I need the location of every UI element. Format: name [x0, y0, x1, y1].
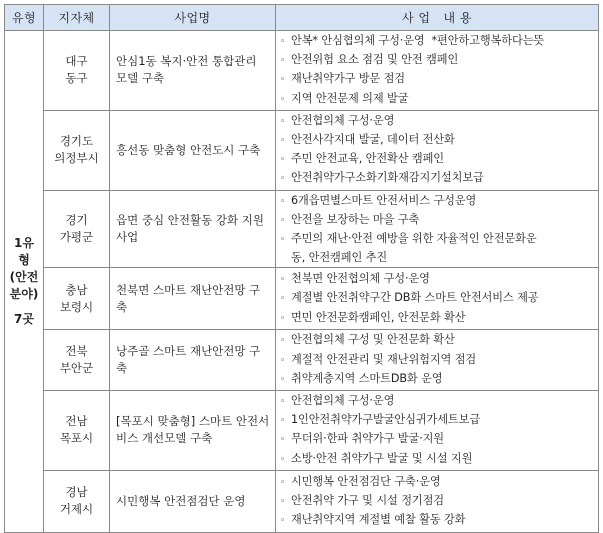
item-text: 시민행복 안전점검단 구축·운영	[291, 474, 441, 488]
region-name: 경남	[65, 485, 88, 500]
header-region: 지자체	[44, 5, 110, 31]
list-item	[280, 230, 596, 249]
bullet-icon: ◦	[280, 515, 286, 526]
bullet-icon: ◦	[280, 397, 286, 408]
bullet-icon: ◦	[280, 116, 286, 127]
item-text: 안전취약 가구 및 시설 정기점검	[291, 493, 445, 507]
list-item	[280, 150, 596, 169]
list-item	[280, 51, 596, 70]
region-name: 의정부시	[54, 151, 99, 166]
region-name: 경기	[65, 213, 88, 228]
bullet-icon: ◦	[280, 496, 286, 507]
table-row	[5, 330, 599, 391]
type-cell	[5, 31, 44, 533]
table-row	[5, 190, 599, 268]
region-cell	[44, 31, 110, 111]
bullet-icon: ◦	[280, 355, 286, 366]
region-name: 가평군	[59, 230, 94, 245]
content-cell	[276, 268, 599, 330]
item-text: 6개읍면별스마트 안전서비스 구성운영	[291, 193, 477, 207]
content-cell	[276, 190, 599, 268]
list-item	[280, 192, 596, 211]
item-text: 안전취약가구소화기화재감지기설치보급	[291, 171, 484, 185]
list-item	[280, 473, 596, 492]
project-name: 낭주골 스마트 재난안전망 구축	[110, 330, 276, 391]
bullet-icon: ◦	[280, 336, 286, 347]
table-row	[5, 31, 599, 111]
type-label-line: 분야)	[9, 286, 39, 301]
list-item	[280, 70, 596, 89]
item-text: 계절별 안전취약구간 DB화 스마트 안전서비스 제공	[291, 291, 539, 305]
region-cell	[44, 391, 110, 471]
type-label-line: 형	[18, 252, 30, 267]
bullet-icon: ◦	[280, 477, 286, 488]
bullet-icon: ◦	[280, 454, 286, 465]
bullet-icon: ◦	[280, 313, 286, 324]
item-text: 안전위험 요소 점검 및 안전 캠페인	[291, 53, 459, 67]
region-name: 부안군	[59, 361, 94, 376]
region-cell	[44, 110, 110, 190]
region-name: 보령시	[59, 299, 94, 314]
list-item	[280, 112, 596, 131]
item-text: 무더위·한파 취약가구 발굴·지원	[291, 432, 445, 446]
list-item	[280, 90, 596, 109]
region-cell	[44, 470, 110, 532]
content-list	[280, 32, 596, 109]
project-name: 읍면 중심 안전활동 강화 지원사업	[110, 190, 276, 268]
type-label-line: 7곳	[14, 311, 34, 326]
bullet-icon: ◦	[280, 75, 286, 86]
content-cell	[276, 31, 599, 111]
region-name: 대구	[65, 54, 88, 69]
list-item	[280, 430, 596, 449]
project-table	[4, 4, 599, 533]
list-item	[280, 289, 596, 308]
project-name: 흥선동 맞춤형 안전도시 구축	[110, 110, 276, 190]
list-item	[280, 351, 596, 370]
content-list	[280, 392, 596, 469]
item-text: 안전협의체 구성 및 안전문화 확산	[291, 333, 455, 347]
item-text: 안전을 보장하는 마을 구축	[291, 212, 420, 226]
list-item	[280, 331, 596, 350]
list-item	[280, 309, 596, 328]
item-text: 안전협의체 구성·운영	[291, 394, 395, 408]
item-text: 1인안전취약가구발굴안심귀가세트보급	[291, 413, 481, 427]
type-label-line: (안전	[9, 269, 39, 284]
item-text: 주민 안전교육, 안전확산 캠페인	[291, 152, 445, 166]
item-text: 안복* 안심협의체 구성·운영 *편안하고행복하다는뜻	[291, 34, 545, 47]
region-name: 경기도	[59, 134, 94, 149]
project-name: 천북면 스마트 재난안전망 구축	[110, 268, 276, 330]
header-row	[5, 5, 599, 31]
header-type: 유형	[5, 5, 44, 31]
content-list	[280, 112, 596, 189]
content-cell	[276, 330, 599, 391]
item-text: 천북면 안전협의체 구성·운영	[291, 272, 430, 286]
item-text: 지역 안전문제 의제 발굴	[291, 91, 409, 105]
list-item	[280, 511, 596, 530]
content-cell	[276, 391, 599, 471]
table-row	[5, 391, 599, 471]
list-item	[280, 131, 596, 150]
bullet-icon: ◦	[280, 94, 286, 105]
item-text: 재난취약지역 계절별 예찰 활동 강화	[291, 512, 466, 526]
item-text: 소방·안전 취약가구 발굴 및 시설 지원	[291, 451, 473, 465]
header-content: 사 업 내 용	[276, 5, 599, 31]
bullet-icon: ◦	[280, 56, 286, 67]
header-project: 사업명	[110, 5, 276, 31]
table-row	[5, 268, 599, 330]
content-list	[280, 270, 596, 328]
bullet-icon: ◦	[280, 374, 286, 385]
bullet-icon: ◦	[280, 196, 286, 207]
bullet-icon: ◦	[280, 155, 286, 166]
content-cell	[276, 110, 599, 190]
content-list	[280, 192, 596, 267]
list-item	[280, 450, 596, 469]
project-name: [목포시 맞춤형] 스마트 안전서비스 개선모델 구축	[110, 391, 276, 471]
region-name: 목포시	[59, 431, 94, 446]
list-item	[280, 492, 596, 511]
region-name: 충남	[65, 282, 88, 297]
bullet-icon: ◦	[280, 416, 286, 427]
bullet-icon: ◦	[280, 37, 286, 47]
item-text: 면민 안전문화캠페인, 안전문화 확산	[291, 310, 466, 324]
bullet-icon: ◦	[280, 275, 286, 286]
project-name: 시민행복 안전점검단 운영	[110, 470, 276, 532]
region-cell	[44, 268, 110, 330]
region-name: 동구	[65, 71, 88, 86]
bullet-icon: ◦	[280, 294, 286, 305]
content-list	[280, 331, 596, 389]
region-cell	[44, 330, 110, 391]
list-item	[280, 32, 596, 51]
item-text: 주민의 재난·안전 예방을 위한 자율적인 안전문화운	[291, 232, 537, 246]
region-cell	[44, 190, 110, 268]
list-item	[280, 370, 596, 389]
bullet-icon: ◦	[280, 136, 286, 147]
list-item	[280, 211, 596, 230]
project-name: 안심1동 복지·안전 통합관리 모델 구축	[110, 31, 276, 111]
item-text: 계절적 안전관리 및 재난위험지역 점검	[291, 352, 477, 366]
item-text: 취약계층지역 스마트DB화 운영	[291, 371, 443, 385]
item-text: 안전사각지대 발굴, 데이터 전산화	[291, 133, 455, 147]
list-item	[280, 392, 596, 411]
table-row	[5, 110, 599, 190]
content-list	[280, 473, 596, 531]
bullet-icon: ◦	[280, 174, 286, 185]
item-text: 동, 안전캠페인 추진	[291, 251, 388, 265]
list-item	[280, 411, 596, 430]
bullet-icon: ◦	[280, 235, 286, 246]
list-item-continuation	[280, 249, 596, 266]
bullet-icon: ◦	[280, 215, 286, 226]
region-name: 전북	[65, 344, 88, 359]
type-label-line: 1유	[14, 235, 34, 250]
item-text: 안전협의체 구성·운영	[291, 113, 395, 127]
region-name: 전남	[65, 414, 88, 429]
content-cell	[276, 470, 599, 532]
item-text: 재난취약가구 방문 점검	[291, 72, 405, 86]
bullet-icon: ◦	[280, 435, 286, 446]
list-item	[280, 270, 596, 289]
region-name: 거제시	[59, 502, 94, 517]
list-item	[280, 169, 596, 188]
table-row	[5, 470, 599, 532]
